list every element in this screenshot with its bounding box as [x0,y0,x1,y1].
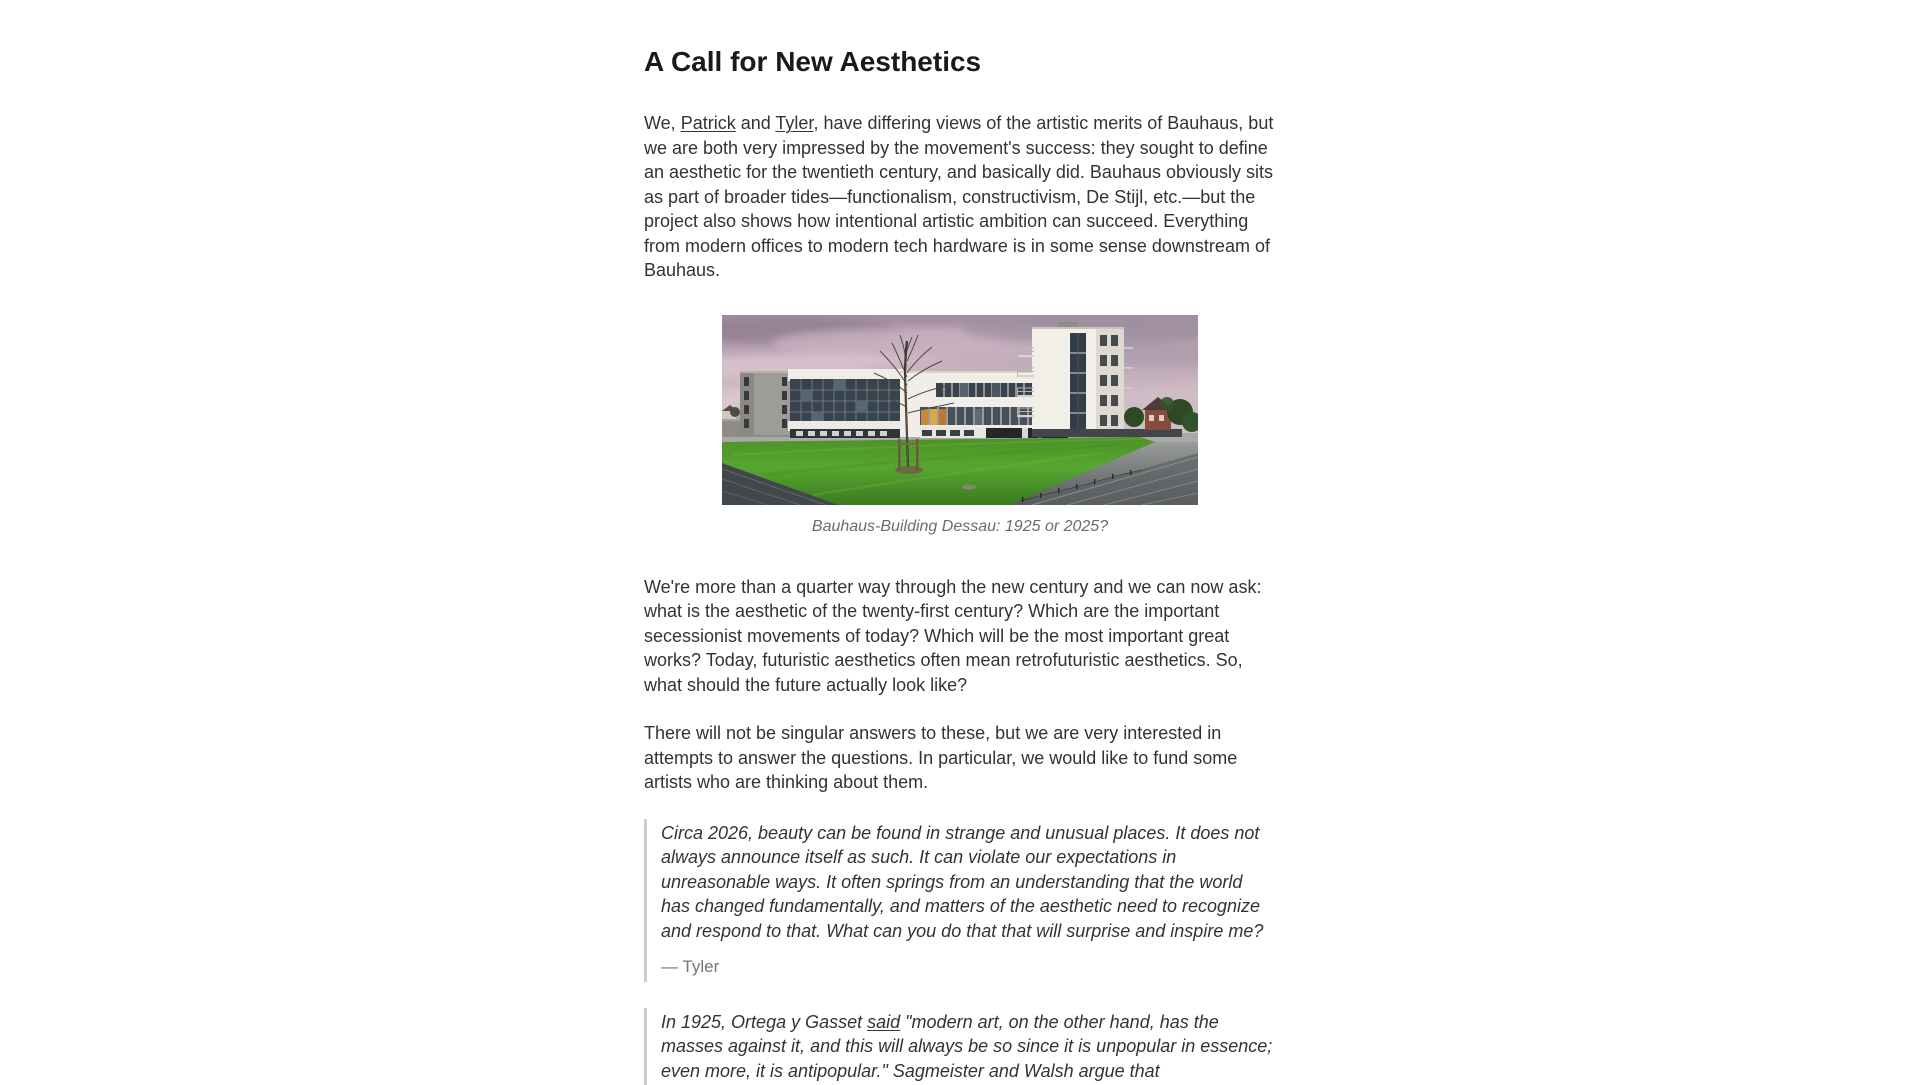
patrick-link[interactable]: Patrick [681,113,736,133]
page-title: A Call for New Aesthetics [644,44,1276,79]
ortega-quote-post: "modern art, on the other hand, has the masses against it, and this will always be so since it is unpopular in essence; even more, it is antipopular." Sagmeister and Walsh argue that [661,1012,1272,1081]
tyler-quote-attribution: — Tyler [661,955,1276,980]
tyler-link[interactable]: Tyler [775,113,813,133]
image-caption: Bauhaus-Building Dessau: 1925 or 2025? [644,517,1276,537]
tyler-quote-text: Circa 2026, beauty can be found in strange and unusual places. It does not always announce itself as such. It can violate our expectations in unreasonable ways. It often springs from an understanding that the world has changed fundamentally, and matters of the aesthetic need to recognize and respond to that. What can you do that that will surprise and inspire me? [661,821,1276,944]
said-link[interactable]: said [867,1012,900,1032]
century-paragraph: We're more than a quarter way through the new century and we can now ask: what is the aesthetic of the twenty-first century? Which are the important secessionist movements of today? Which will be the most important great works? Today, futuristic aesthetics often mean retrofuturistic aesthetics. So, what should the future actually look like? [644,575,1276,698]
intro-paragraph [644,111,1276,283]
article [644,0,1276,1085]
ortega-quote-text [661,1010,1276,1084]
intro-text-mid: and [736,113,776,133]
tyler-quote [644,819,1276,982]
funding-paragraph: There will not be singular answers to these, but we are very interested in attempts to answer the questions. In particular, we would like to fund some artists who are thinking about them. [644,721,1276,795]
bauhaus-building-dessau-photo [722,315,1198,505]
intro-text-post: , have differing views of the artistic merits of Bauhaus, but we are both very impressed by the movement's success: they sought to define an aesthetic for the twentieth century, and basically did. Bauhaus obviously sits as part of broader tides—functionalism, constructivism, De Stijl, etc.—but the project also shows how intentional artistic ambition can succeed. Everything from modern offices to modern tech hardware is in some sense downstream of Bauhaus. [644,113,1273,280]
ortega-quote [644,1008,1276,1085]
ortega-quote-pre: In 1925, Ortega y Gasset [661,1012,867,1032]
intro-text-pre: We, [644,113,681,133]
bauhaus-figure [644,315,1276,537]
